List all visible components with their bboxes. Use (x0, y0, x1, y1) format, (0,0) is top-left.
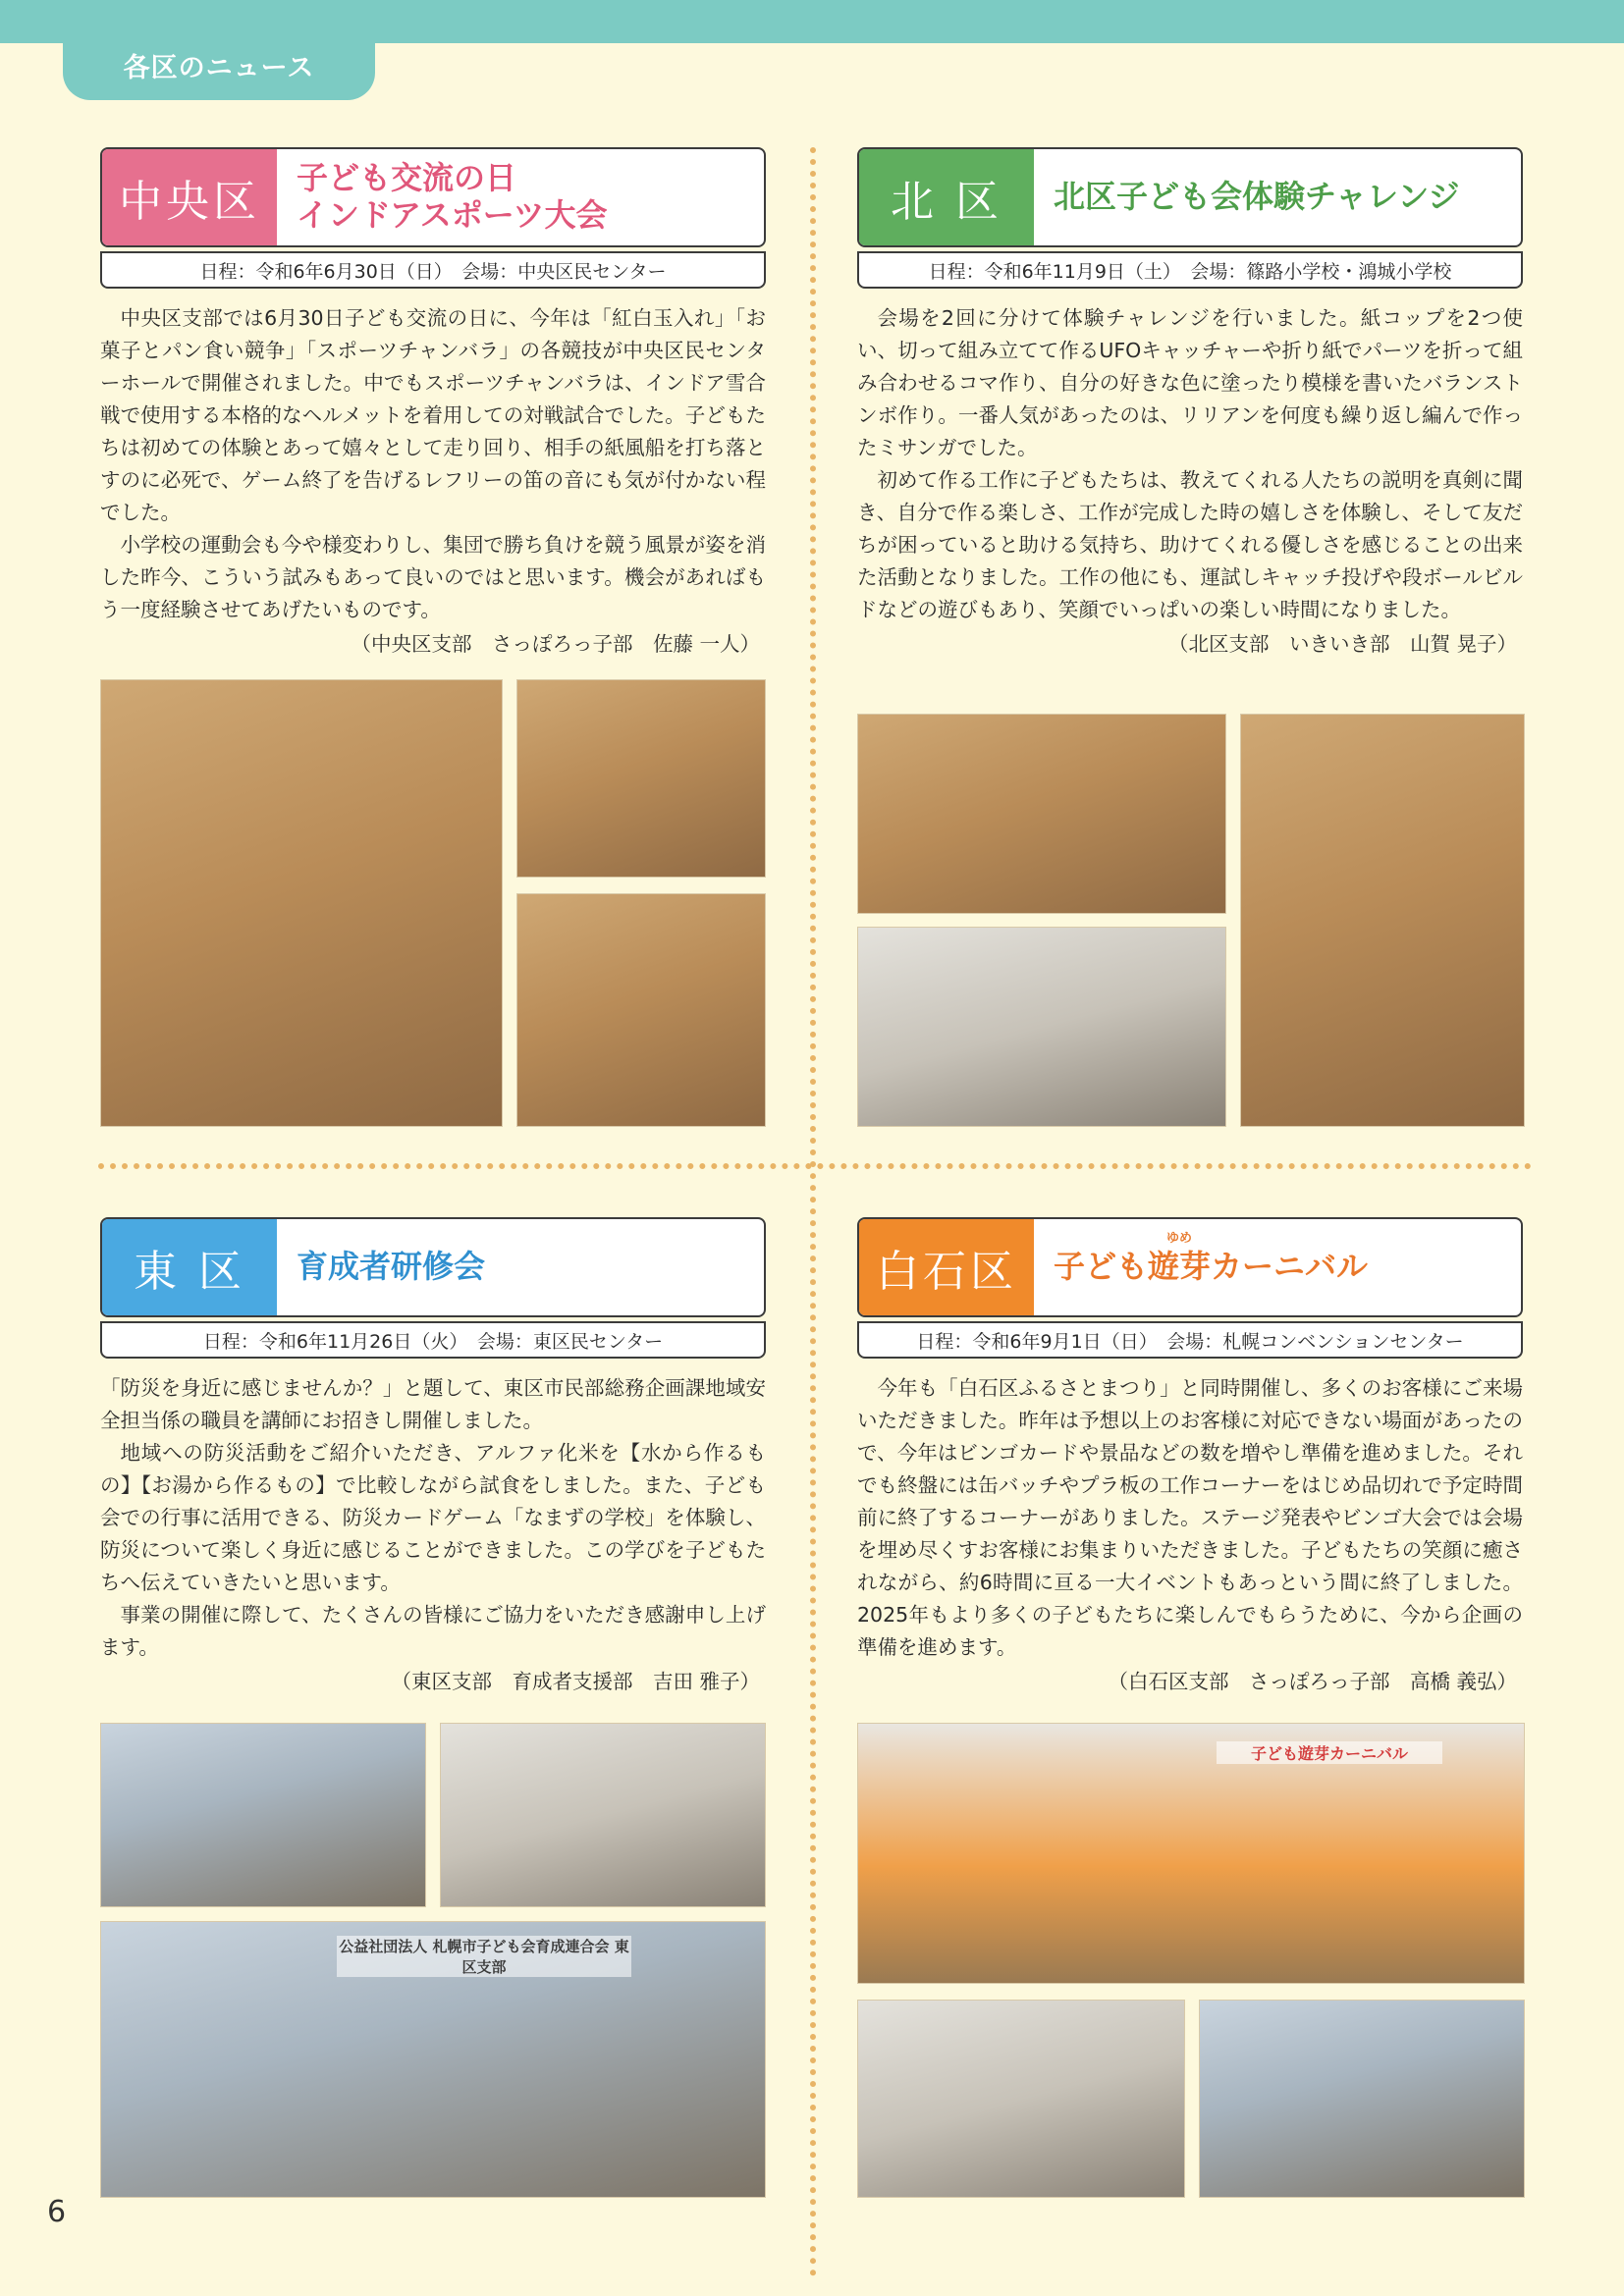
photo-coloring-activity (1240, 714, 1525, 1127)
horizontal-divider (98, 1163, 1532, 1169)
paragraph: 中央区支部では6月30日子ども交流の日に、今年は「紅白玉入れ」「お菓子とパン食い競争」「スポーツチャンバラ」の各競技が中央区民センターホールで開催されました。中でもスポーツチャンバラは、インドア雪合戦で使用する本格的なヘルメットを着用しての対戦試合でした。子どもたちは初めての体験とあって嬉々として走り回り、相手の紙風船を打ち落とすのに必死で、ゲーム終了を告げるレフリーの笛の音にも気が付かない程でした。 (100, 306, 766, 524)
article-chuo (100, 147, 766, 661)
photo-bingo-hall (1199, 2000, 1525, 2198)
article-title: 北区子ども会体験チャレンジ (1054, 178, 1460, 216)
ward-label: 中央区 (102, 149, 277, 245)
event-info: 日程：令和6年6月30日（日） 会場：中央区民センター (100, 251, 766, 289)
photo-basket-toss (100, 679, 503, 1127)
paragraph: 「防災を身近に感じませんか？」と題して、東区市民部総務企画課地域安全担当係の職員を講師にお招きし開催しました。 (100, 1376, 766, 1432)
ruby-base: 遊芽 (1148, 1248, 1212, 1286)
title-part: 子ども (1054, 1248, 1149, 1286)
article-body (100, 302, 766, 626)
photo-relay-race (516, 893, 766, 1127)
article-header (857, 1217, 1523, 1317)
paragraph: 地域への防災活動をご紹介いただき、アルファ化米を【水から作るもの】【お湯から作るもの】で比較しながら試食をしました。また、子ども会での行事に活用できる、防災カードゲーム「なまずの学校」を体験し、防災について楽しく身近に感じることができました。この学びを子どもたちへ伝えていきたいと思います。 (100, 1441, 766, 1594)
paragraph: 事業の開催に際して、たくさんの皆様にご協力をいただき感謝申し上げます。 (100, 1603, 766, 1659)
article-higashi (100, 1217, 766, 1698)
photo-banner-text: 子ども遊芽カーニバル (1217, 1741, 1442, 1764)
photo-card-game (440, 1723, 766, 1907)
article-body (100, 1372, 766, 1664)
paragraph: 今年も「白石区ふるさとまつり」と同時開催し、多くのお客様にご来場いただきました。昨年は予想以上のお客様に対応できない場面があったので、今年はビンゴカードや景品などの数を増やし準備を進めました。それでも終盤には缶バッチやプラ板の工作コーナーをはじめ品切れで予定時間前に終了するコーナーがありました。ステージ発表やビンゴ大会では会場を埋め尽くすお客様にお集まりいただきました。子どもたちの笑顔に癒されながら、約6時間に亘る一大イベントもあっという間に終了しました。2025年もより多くの子どもたちに楽しんでもらうために、今から企画の準備を進めます。 (857, 1376, 1523, 1659)
page-number: 6 (47, 2195, 67, 2229)
photo-sports-chanbara (516, 679, 766, 878)
article-body (857, 1372, 1523, 1664)
article-header (100, 147, 766, 247)
article-header (857, 147, 1523, 247)
author-signature: （中央区支部 さっぽろっ子部 佐藤 一人） (351, 632, 760, 656)
article-kita (857, 147, 1523, 661)
event-info: 日程：令和6年9月1日（日） 会場：札幌コンベンションセンター (857, 1321, 1523, 1359)
event-info: 日程：令和6年11月9日（土） 会場：篠路小学校・鴻城小学校 (857, 251, 1523, 289)
event-info: 日程：令和6年11月26日（火） 会場：東区民センター (100, 1321, 766, 1359)
photo-seminar-room (100, 1723, 426, 1907)
vertical-divider (810, 147, 816, 2277)
article-shiroishi (857, 1217, 1523, 1698)
article-header (100, 1217, 766, 1317)
photo-banner-text: 公益社団法人 札幌市子ども会育成連合会 東区支部 (337, 1936, 631, 1977)
title-part: カーニバル (1211, 1248, 1369, 1286)
paragraph: 初めて作る工作に子どもたちは、教えてくれる人たちの説明を真剣に聞き、自分で作る楽しさ、工作が完成した時の嬉しさを体験し、そして友だちが困っていると助ける気持ち、助けてくれる優しさを感じることの出来た活動となりました。工作の他にも、運試しキャッチ投げや段ボールビルドなどの遊びもあり、笑顔でいっぱいの楽しい時間になりました。 (857, 468, 1523, 621)
author-signature: （北区支部 いきいき部 山賀 晃子） (1167, 632, 1517, 656)
author-signature: （白石区支部 さっぽろっ子部 高橋 義弘） (1108, 1670, 1517, 1693)
article-title: 育成者研修会 (297, 1248, 486, 1286)
paragraph: 会場を2回に分けて体験チャレンジを行いました。紙コップを2つ使い、切って組み立てて作るUFOキャッチャーや折り紙でパーツを折って組み合わせるコマ作り、自分の好きな色に塗ったり模様を書いたバランストンボ作り。一番人気があったのは、リリアンを何度も繰り返し編んで作ったミサンガでした。 (857, 306, 1523, 459)
paragraph: 小学校の運動会も今や様変わりし、集団で勝ち負けを競う風景が姿を消した昨今、こういう試みもあって良いのではと思います。機会があればもう一度経験させてあげたいものです。 (100, 533, 766, 621)
photo-group-portrait (100, 1921, 766, 2198)
article-title (277, 149, 764, 245)
ward-label: 北 区 (859, 149, 1034, 245)
article-body (857, 302, 1523, 626)
photo-craft-table (857, 714, 1226, 914)
article-title (1034, 1219, 1521, 1315)
article-title-line1: 子ども交流の日 (297, 159, 517, 197)
photo-catch-game (857, 927, 1226, 1127)
title-ruby (1148, 1231, 1212, 1286)
ruby-text: ゆめ (1166, 1231, 1193, 1247)
photo-game-booth (857, 2000, 1185, 2198)
ward-label: 白石区 (859, 1219, 1034, 1315)
section-label: 各区のニュース (63, 29, 375, 100)
article-title-line2: インドアスポーツ大会 (297, 196, 608, 234)
author-signature: （東区支部 育成者支援部 吉田 雅子） (391, 1670, 760, 1693)
photo-cheer-stage (857, 1723, 1525, 1984)
ward-label: 東 区 (102, 1219, 277, 1315)
